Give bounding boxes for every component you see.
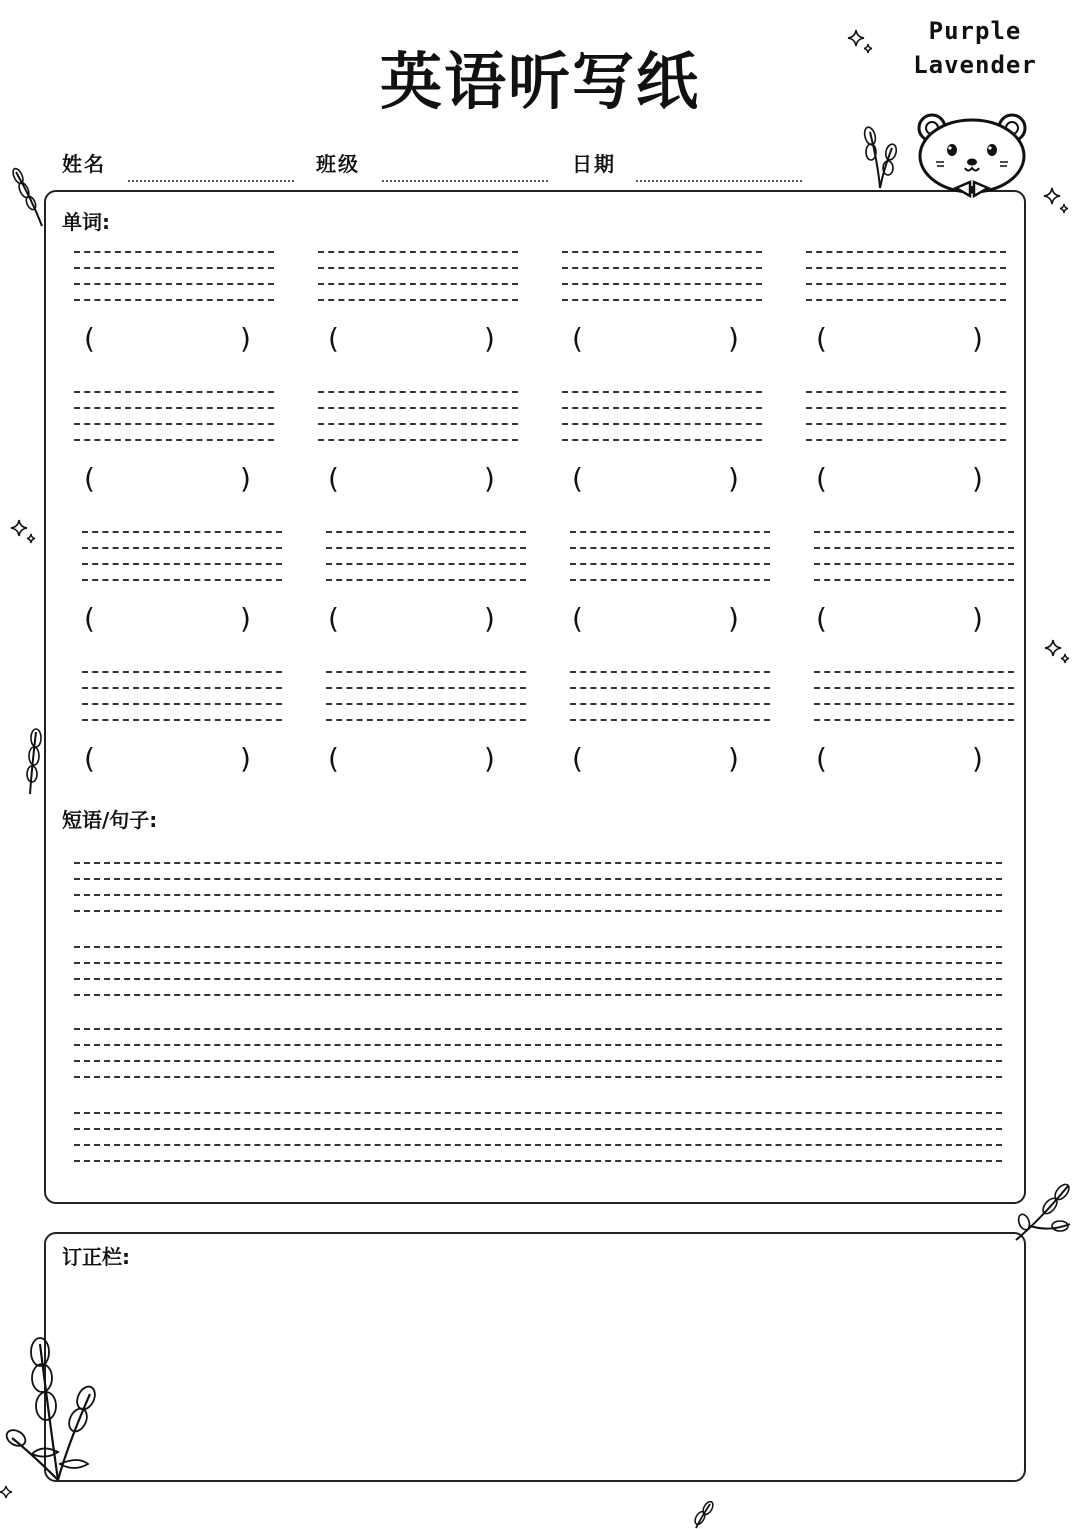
lavender-icon — [688, 1500, 718, 1529]
writing-line[interactable] — [318, 283, 518, 285]
word-cell — [318, 385, 518, 525]
meaning-bracket-close: ) — [484, 322, 495, 355]
word-cell — [562, 385, 762, 525]
writing-line[interactable] — [74, 1028, 1002, 1030]
meaning-bracket-close: ) — [484, 602, 495, 635]
word-cell — [318, 245, 518, 385]
writing-line[interactable] — [814, 531, 1014, 533]
writing-line[interactable] — [562, 423, 762, 425]
name-label: 姓名 — [62, 152, 106, 176]
meaning-bracket-close: ) — [972, 602, 983, 635]
writing-line[interactable] — [806, 391, 1006, 393]
sentence-line-group — [74, 940, 1002, 992]
meaning-bracket-open: ( — [84, 742, 95, 775]
meaning-bracket-close: ) — [240, 602, 251, 635]
meaning-bracket-close: ) — [484, 462, 495, 495]
writing-line[interactable] — [326, 547, 526, 549]
writing-line[interactable] — [326, 671, 526, 673]
sentence-line-group — [74, 1022, 1002, 1074]
writing-line[interactable] — [806, 407, 1006, 409]
page-title: 英语听写纸 — [379, 45, 700, 118]
writing-line[interactable] — [74, 1160, 1002, 1162]
writing-line[interactable] — [562, 251, 762, 253]
writing-line[interactable] — [806, 251, 1006, 253]
meaning-bracket-open: ( — [572, 462, 583, 495]
lavender-icon — [12, 726, 48, 796]
writing-line[interactable] — [74, 251, 274, 253]
writing-line[interactable] — [74, 1112, 1002, 1114]
word-cell — [806, 245, 1006, 385]
word-cell — [326, 665, 526, 805]
writing-line[interactable] — [74, 878, 1002, 880]
writing-line[interactable] — [806, 299, 1006, 301]
meaning-bracket-close: ) — [728, 462, 739, 495]
lavender-icon — [2, 1334, 106, 1482]
meaning-bracket-open: ( — [572, 742, 583, 775]
writing-line[interactable] — [326, 531, 526, 533]
writing-line[interactable] — [806, 267, 1006, 269]
writing-line[interactable] — [82, 579, 282, 581]
words-grid — [70, 245, 1010, 785]
writing-line[interactable] — [82, 671, 282, 673]
writing-line[interactable] — [814, 703, 1014, 705]
writing-line[interactable] — [570, 531, 770, 533]
writing-line[interactable] — [74, 962, 1002, 964]
meaning-bracket-close: ) — [728, 602, 739, 635]
writing-line[interactable] — [82, 531, 282, 533]
writing-line[interactable] — [806, 439, 1006, 441]
meaning-bracket-open: ( — [572, 602, 583, 635]
writing-line[interactable] — [74, 994, 1002, 996]
word-cell — [814, 525, 1014, 665]
writing-line[interactable] — [562, 299, 762, 301]
writing-line[interactable] — [74, 391, 274, 393]
writing-line[interactable] — [570, 671, 770, 673]
meaning-bracket-close: ) — [728, 322, 739, 355]
meaning-bracket-open: ( — [328, 322, 339, 355]
writing-line[interactable] — [74, 267, 274, 269]
meaning-bracket-open: ( — [328, 462, 339, 495]
meaning-bracket-open: ( — [84, 462, 95, 495]
writing-line[interactable] — [74, 439, 274, 441]
meaning-bracket-open: ( — [816, 742, 827, 775]
writing-line[interactable] — [814, 719, 1014, 721]
word-cell — [74, 245, 274, 385]
meaning-bracket-open: ( — [84, 322, 95, 355]
writing-line[interactable] — [326, 687, 526, 689]
writing-line[interactable] — [74, 894, 1002, 896]
writing-line[interactable] — [326, 579, 526, 581]
sparkle-icon — [8, 518, 40, 552]
meaning-bracket-open: ( — [816, 602, 827, 635]
writing-line[interactable] — [318, 407, 518, 409]
writing-line[interactable] — [814, 579, 1014, 581]
writing-line[interactable] — [82, 719, 282, 721]
name-field[interactable] — [128, 180, 294, 182]
corrections-section-label: 订正栏: — [62, 1245, 130, 1269]
bear-icon — [912, 106, 1032, 206]
meaning-bracket-open: ( — [84, 602, 95, 635]
meaning-bracket-close: ) — [240, 322, 251, 355]
word-cell — [570, 665, 770, 805]
lavender-icon — [1010, 1180, 1074, 1244]
writing-line[interactable] — [74, 423, 274, 425]
writing-line[interactable] — [570, 547, 770, 549]
meaning-bracket-open: ( — [816, 462, 827, 495]
writing-line[interactable] — [82, 687, 282, 689]
writing-line[interactable] — [74, 407, 274, 409]
writing-line[interactable] — [74, 1128, 1002, 1130]
brand-line-2: Lavender — [913, 51, 1037, 79]
writing-line[interactable] — [318, 251, 518, 253]
sparkle-icon — [1042, 186, 1072, 220]
writing-line[interactable] — [570, 579, 770, 581]
sparkle-icon — [846, 28, 876, 58]
writing-line[interactable] — [326, 563, 526, 565]
meaning-bracket-open: ( — [328, 602, 339, 635]
meaning-bracket-close: ) — [240, 462, 251, 495]
date-label: 日期 — [572, 152, 616, 176]
word-cell — [326, 525, 526, 665]
word-cell — [82, 525, 282, 665]
brand-line-1: Purple — [928, 17, 1022, 45]
writing-line[interactable] — [814, 671, 1014, 673]
writing-line[interactable] — [570, 719, 770, 721]
word-cell — [806, 385, 1006, 525]
writing-line[interactable] — [74, 862, 1002, 864]
writing-line[interactable] — [562, 439, 762, 441]
class-field[interactable] — [382, 180, 548, 182]
writing-line[interactable] — [74, 1144, 1002, 1146]
writing-line[interactable] — [326, 719, 526, 721]
writing-line[interactable] — [74, 910, 1002, 912]
meaning-bracket-open: ( — [816, 322, 827, 355]
brand-text — [900, 14, 1050, 82]
writing-line[interactable] — [318, 299, 518, 301]
class-label: 班级 — [316, 152, 360, 176]
words-section-label: 单词: — [62, 210, 110, 234]
meaning-bracket-close: ) — [728, 742, 739, 775]
sentence-line-group — [74, 1106, 1002, 1158]
phrases-section-label: 短语/句子: — [62, 808, 158, 832]
lavender-icon — [6, 166, 48, 228]
writing-line[interactable] — [562, 391, 762, 393]
date-field[interactable] — [636, 180, 802, 182]
writing-line[interactable] — [326, 703, 526, 705]
writing-line[interactable] — [318, 423, 518, 425]
writing-line[interactable] — [570, 563, 770, 565]
sparkle-icon — [0, 1484, 20, 1508]
meaning-bracket-open: ( — [572, 322, 583, 355]
writing-line[interactable] — [82, 703, 282, 705]
writing-line[interactable] — [74, 1044, 1002, 1046]
writing-line[interactable] — [814, 687, 1014, 689]
writing-line[interactable] — [74, 978, 1002, 980]
meaning-bracket-open: ( — [328, 742, 339, 775]
writing-line[interactable] — [570, 703, 770, 705]
writing-line[interactable] — [82, 563, 282, 565]
word-cell — [814, 665, 1014, 805]
word-cell — [74, 385, 274, 525]
writing-line[interactable] — [814, 563, 1014, 565]
word-cell — [570, 525, 770, 665]
meaning-bracket-close: ) — [972, 742, 983, 775]
meaning-bracket-close: ) — [972, 322, 983, 355]
writing-line[interactable] — [806, 283, 1006, 285]
writing-line[interactable] — [82, 547, 282, 549]
meaning-bracket-close: ) — [240, 742, 251, 775]
writing-line[interactable] — [318, 439, 518, 441]
corrections-field[interactable] — [62, 1275, 1002, 1470]
meaning-bracket-close: ) — [484, 742, 495, 775]
writing-line[interactable] — [562, 407, 762, 409]
writing-line[interactable] — [74, 283, 274, 285]
meaning-bracket-close: ) — [972, 462, 983, 495]
writing-line[interactable] — [562, 283, 762, 285]
lavender-icon — [856, 124, 904, 190]
writing-line[interactable] — [74, 1060, 1002, 1062]
sparkle-icon — [1042, 638, 1074, 672]
word-cell — [82, 665, 282, 805]
writing-line[interactable] — [318, 267, 518, 269]
writing-line[interactable] — [74, 946, 1002, 948]
writing-line[interactable] — [814, 547, 1014, 549]
writing-line[interactable] — [318, 391, 518, 393]
word-cell — [562, 245, 762, 385]
writing-line[interactable] — [562, 267, 762, 269]
sentence-line-group — [74, 856, 1002, 908]
writing-line[interactable] — [74, 299, 274, 301]
writing-line[interactable] — [74, 1076, 1002, 1078]
writing-line[interactable] — [570, 687, 770, 689]
writing-line[interactable] — [806, 423, 1006, 425]
